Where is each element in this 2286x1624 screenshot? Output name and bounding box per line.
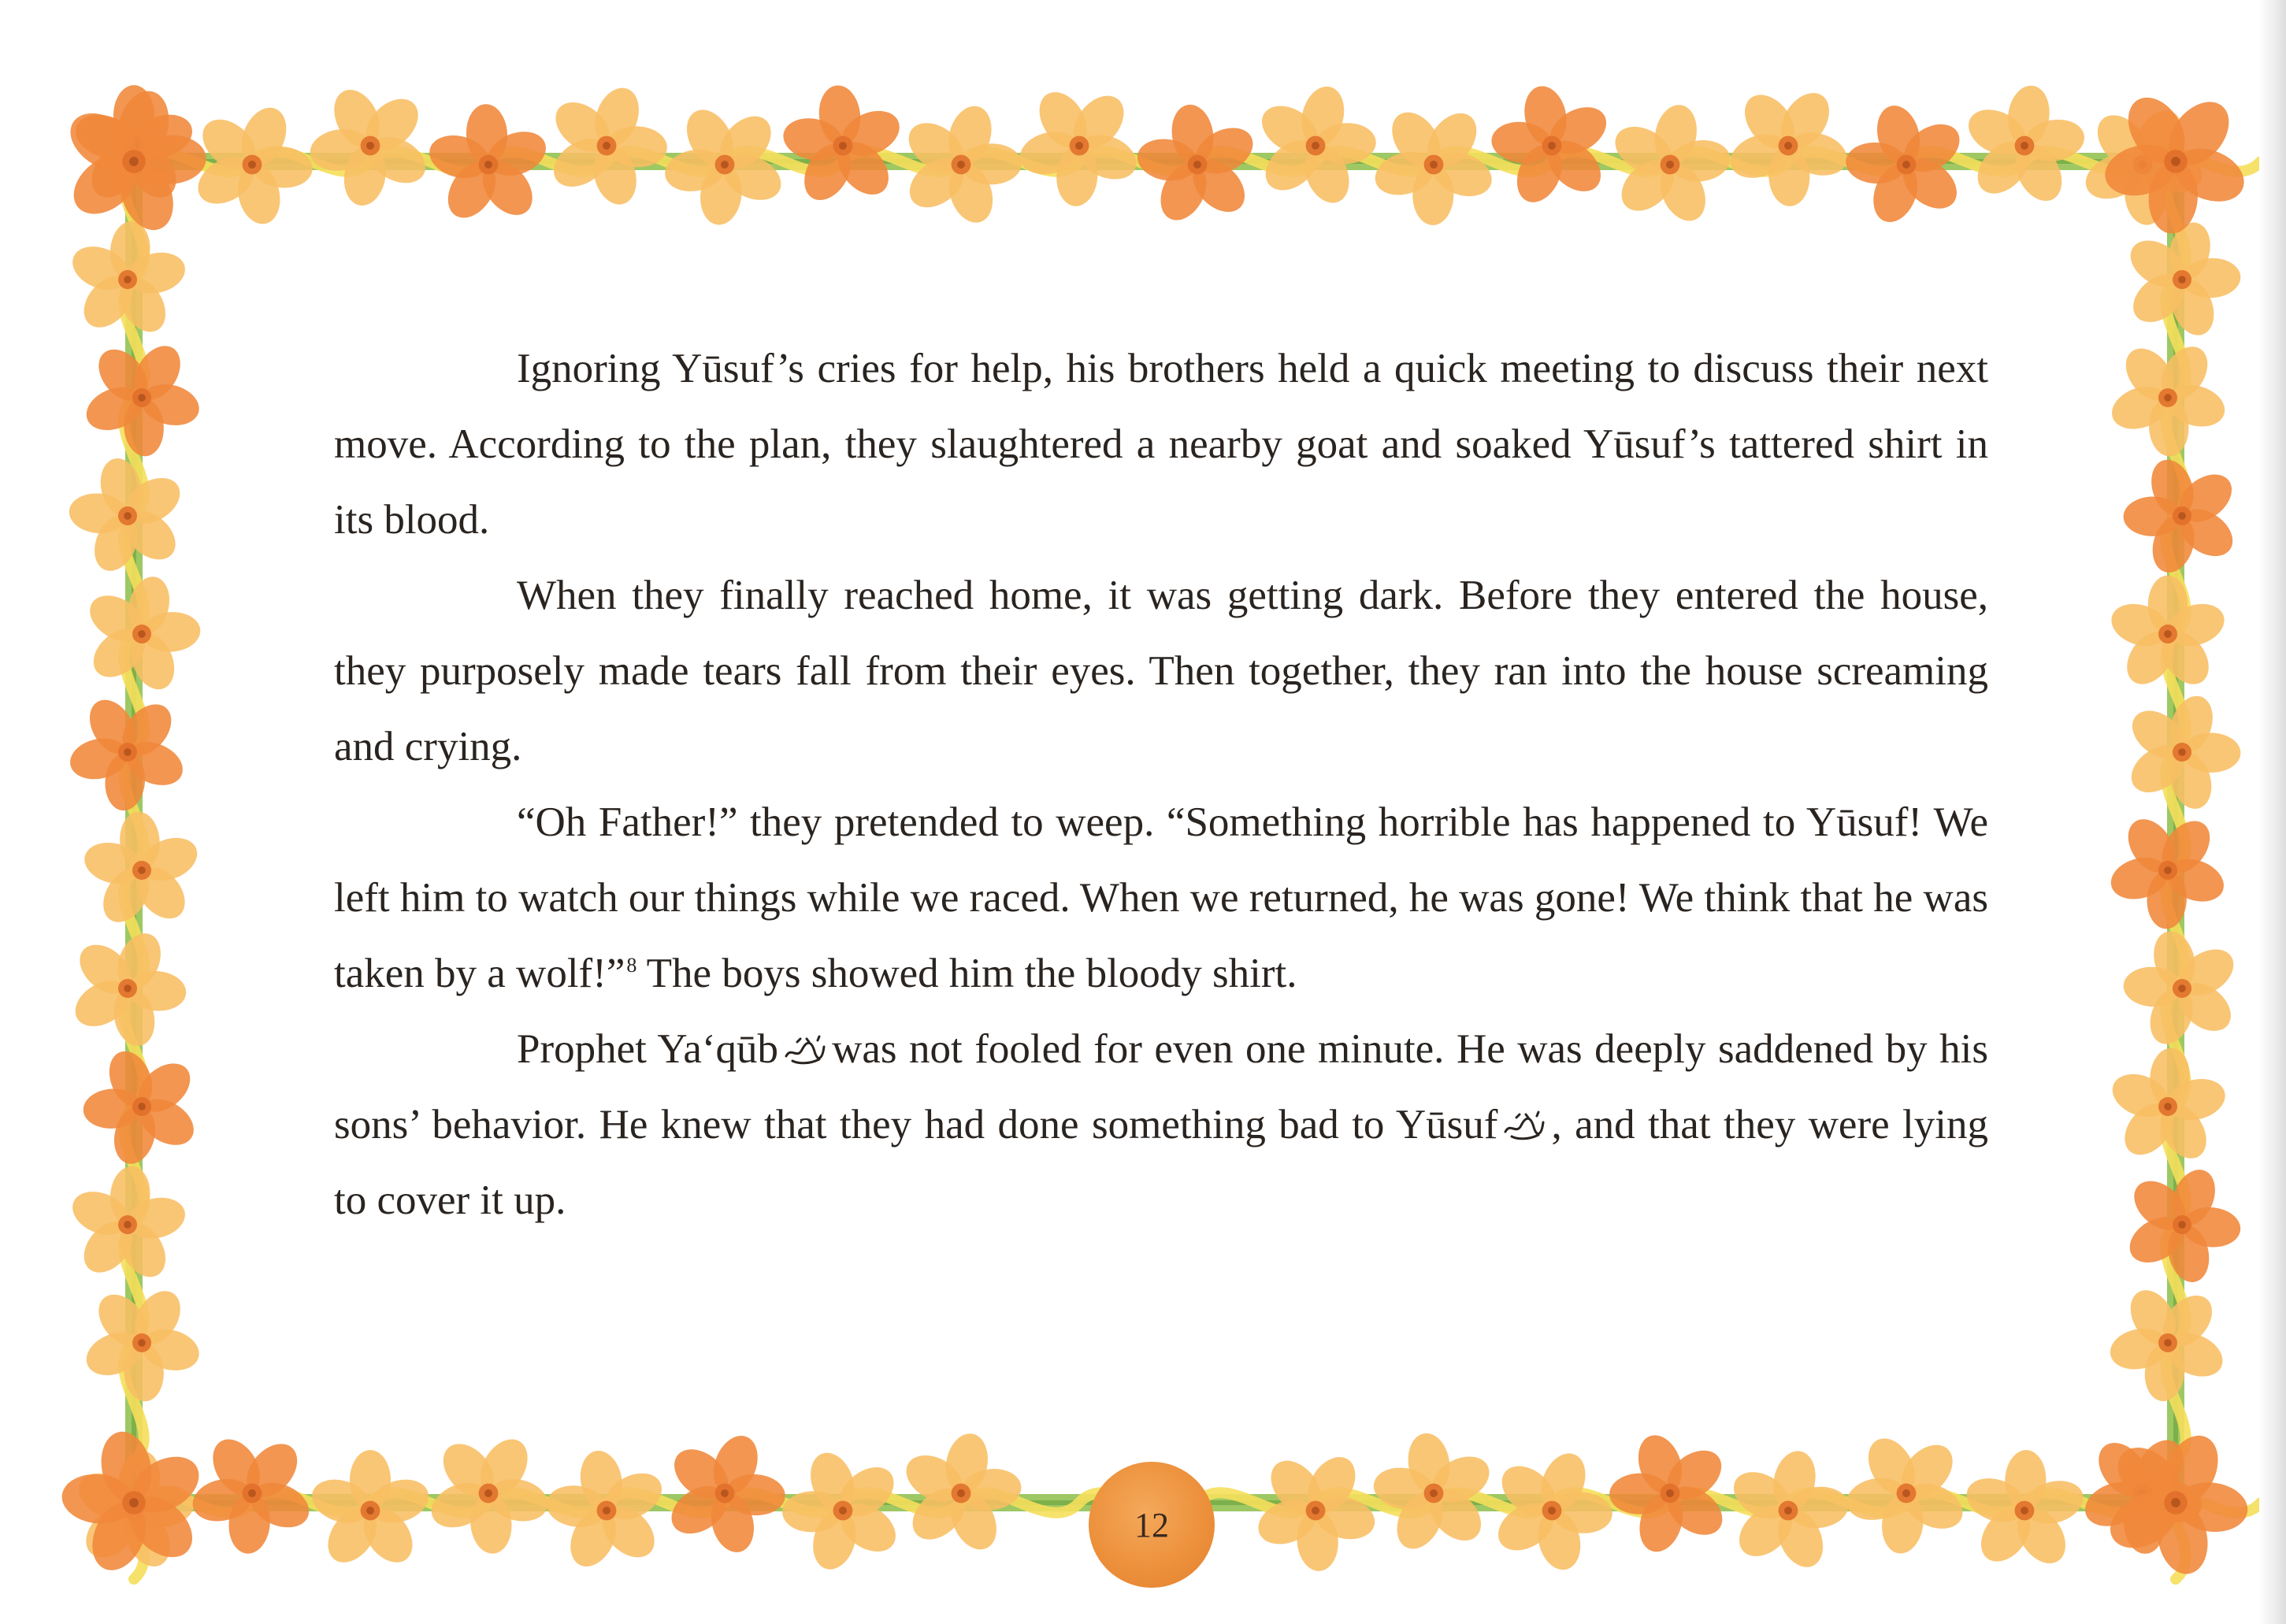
paragraph-text: Prophet Ya‘qūb xyxy=(517,1026,779,1072)
page-number: 12 xyxy=(1134,1505,1169,1544)
story-text xyxy=(334,331,1988,1238)
flower-icon xyxy=(1824,1410,1988,1577)
paragraph xyxy=(334,1011,1988,1238)
page-number-badge xyxy=(1089,1462,1215,1588)
flower-icon xyxy=(755,57,931,233)
paragraph-text: The boys showed him the bloody shirt. xyxy=(636,951,1297,996)
flower-icon xyxy=(873,1405,1049,1581)
flower-icon xyxy=(544,80,670,212)
flower-icon xyxy=(79,568,205,699)
flower-icon xyxy=(1011,80,1148,210)
flower-icon xyxy=(414,1417,562,1569)
flower-icon xyxy=(1361,1423,1506,1563)
paragraph-text: “Oh Father!” they pretended to weep. “Something horrible has happened to Yūsuf! We left him to watch our things while we raced. When we returned, he was gone! We think that he was taken by a wolf!” xyxy=(334,799,1988,996)
honorific-icon xyxy=(783,1033,827,1067)
paragraph-text: Ignoring Yūsuf’s cries for help, his brothers held a quick meeting to discuss their next move. According to the plan, they slaughtered a nearby goat and soaked Yūsuf’s tattered shirt in its blood. xyxy=(334,346,1988,543)
page-edge-shadow xyxy=(2259,0,2286,1624)
footnote-marker: 8 xyxy=(626,954,637,977)
paragraph xyxy=(334,558,1988,784)
paragraph-text: was not fooled for even one minute. He was deeply saddened by his sons’ behavior. He knew that they had done something bad to Yūsuf xyxy=(334,1026,1988,1148)
flower-icon xyxy=(1583,1406,1757,1581)
paragraph-text: When they finally reached home, it was getting dark. Before they entered the house, they purposely made tears fall from their eyes. Then together, they ran into the house screaming and crying. xyxy=(334,573,1988,769)
paragraph xyxy=(334,331,1988,558)
paragraph xyxy=(334,784,1988,1011)
honorific-icon xyxy=(1502,1108,1546,1143)
paragraph-text: , and that they were lying to cover it up. xyxy=(334,1102,1988,1223)
flower-icon xyxy=(1701,58,1876,233)
flower-icon xyxy=(1953,77,2096,215)
flower-icon xyxy=(2122,689,2242,815)
flower-icon xyxy=(1228,57,1404,234)
flower-icon xyxy=(1485,76,1620,216)
flower-icon xyxy=(648,1418,803,1568)
